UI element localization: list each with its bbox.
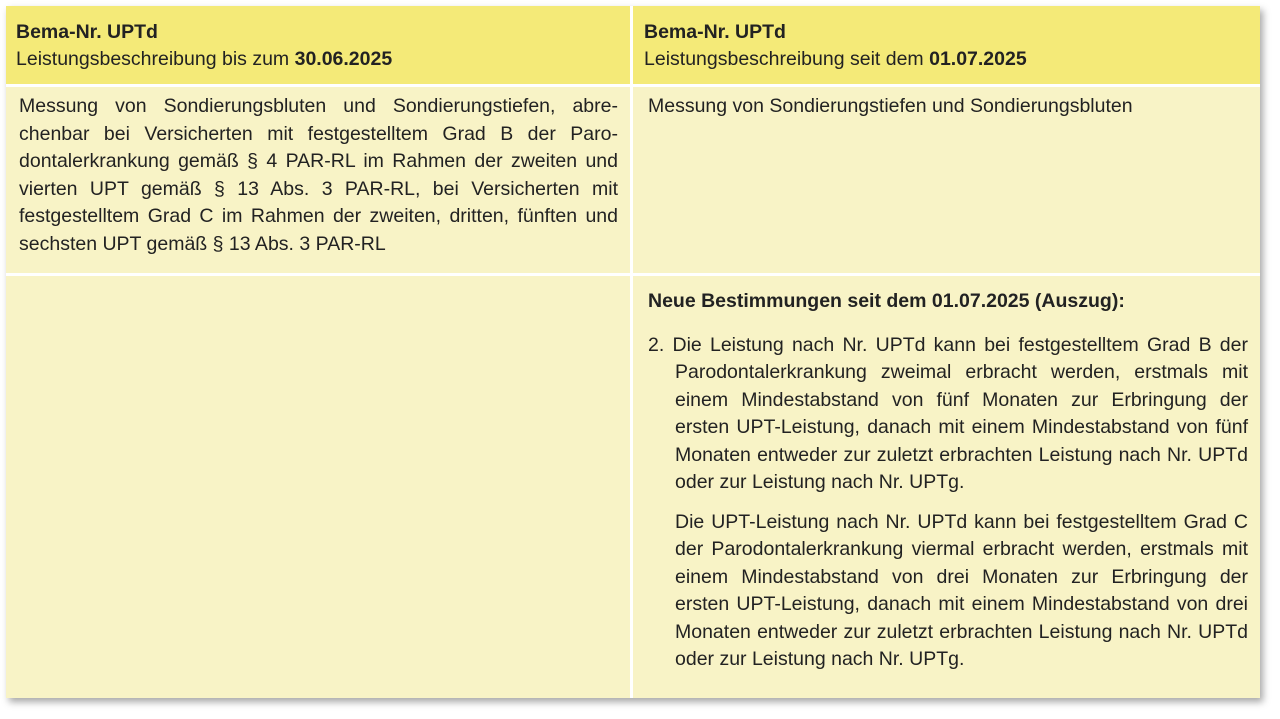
header-left-title: Bema-Nr. UPTd xyxy=(16,21,158,43)
row-divider xyxy=(6,273,1260,276)
column-divider xyxy=(630,6,633,698)
row1-right-description: Messung von Sondierungstiefen und Sondierungsbluten xyxy=(648,95,1133,117)
header-right-title: Bema-Nr. UPTd xyxy=(644,21,786,43)
header-divider xyxy=(6,84,1260,87)
row1-left-description: Messung von Sondierungsbluten und Sondierungstiefen, abrechenbar bei Versicherten mit festgestelltem Grad B der Parodontalerkrankung gemäß § 4 PAR-RL im Rahmen der zweiten und vierten UPT gemäß § 13 Abs. 3 PAR-RL, bei Versicherten mit festgestelltem Grad C im Rahmen der zweiten, dritten, fünften und sechsten UPT gemäß § 13 Abs. 3 PAR-RL xyxy=(19,95,618,255)
header-right-subtitle xyxy=(644,46,1260,73)
row2-right-provisions xyxy=(648,288,1248,674)
header-left-subtitle xyxy=(16,46,630,73)
comparison-table xyxy=(6,6,1260,698)
header-left-date: 30.06.2025 xyxy=(294,48,393,70)
provisions-paragraph-2: Die UPT-Leistung nach Nr. UPTd kann bei festgestelltem Grad C der Parodontalerkrankung viermal erbracht werden, erstmals mit einem Mindestabstand von drei Monaten zur Erbringung der ersten UPT-Leistung, danach mit einem Mindestabstand von drei Monaten entweder zur zuletzt erbrachten Leistung nach Nr. UPTd oder zur Leistung nach Nr. UPTg. xyxy=(675,510,1248,670)
header-left-subtitle-text: Leistungsbeschreibung bis zum xyxy=(16,48,295,70)
header-right-subtitle-text: Leistungsbeschreibung seit dem xyxy=(644,48,930,70)
header-right-cell xyxy=(633,6,1260,84)
header-right-date: 01.07.2025 xyxy=(929,48,1027,70)
provisions-heading: Neue Bestimmungen seit dem 01.07.2025 (Auszug): xyxy=(648,290,1125,312)
provisions-paragraph-1: 2. Die Leistung nach Nr. UPTd kann bei festgestelltem Grad B der Parodontalerkrankung zweimal erbracht werden, erstmals mit einem Mindestabstand von fünf Monaten zur Erbringung der ersten UPT-Leistung, danach mit einem Mindestabstand von fünf Monaten entweder zur zuletzt erbrachten Leistung nach Nr. UPTd oder zur Leistung nach Nr. UPTg. xyxy=(648,333,1248,493)
header-left-cell xyxy=(6,6,630,84)
